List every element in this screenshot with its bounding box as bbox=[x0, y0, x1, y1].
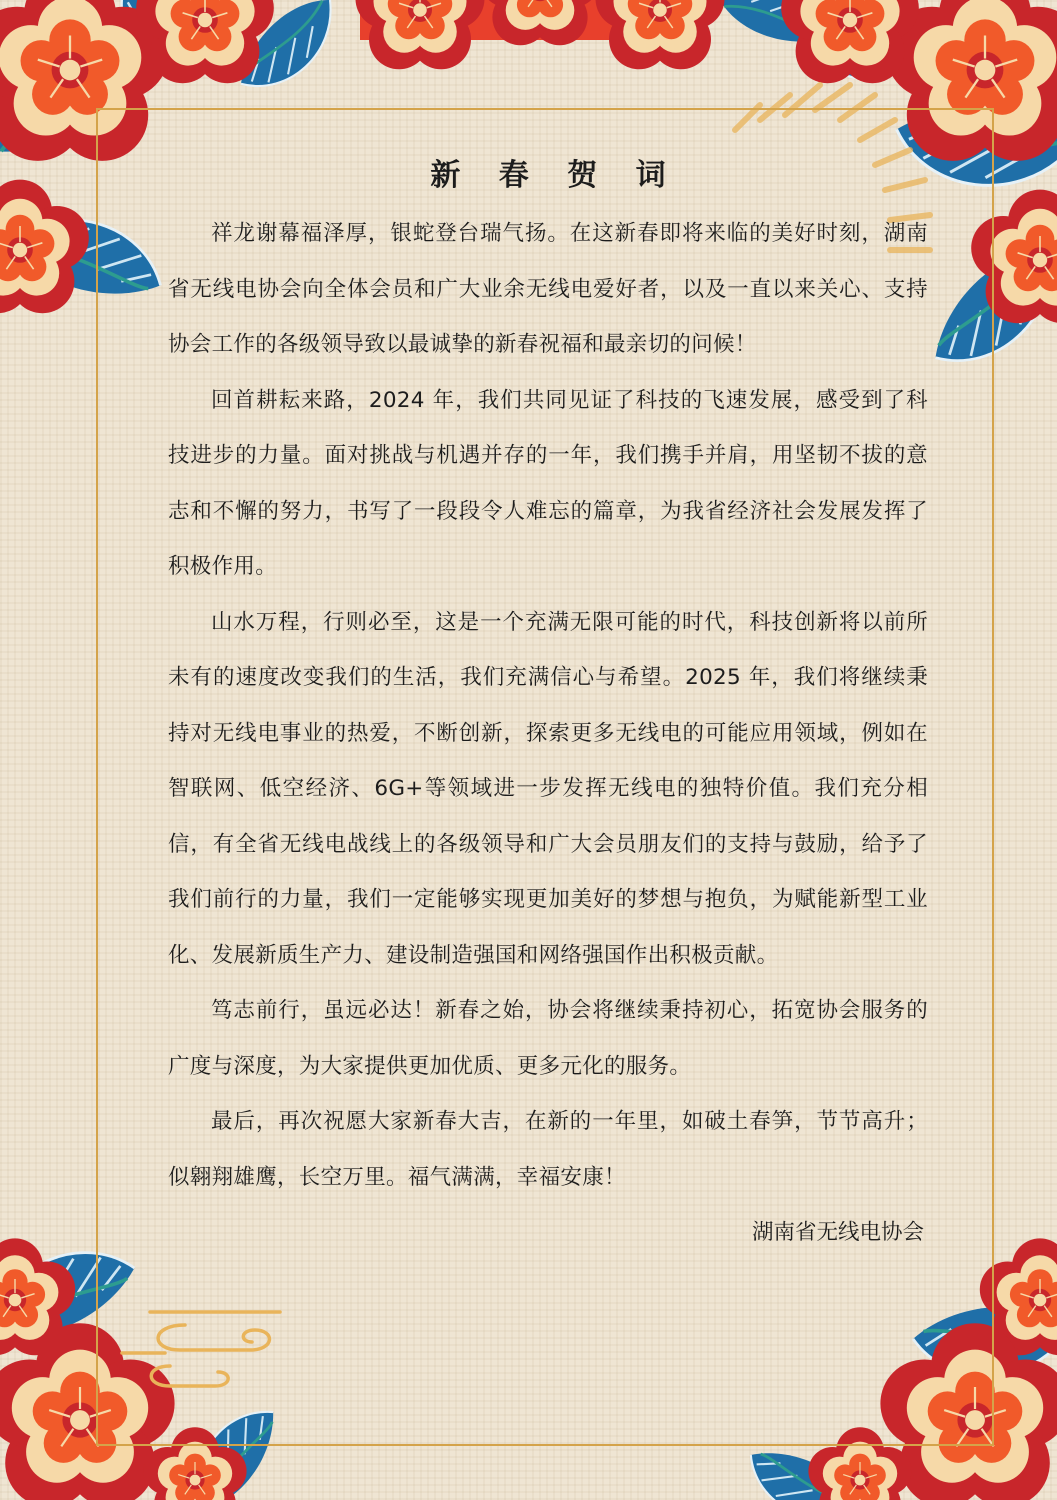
paragraph-3: 山水万程，行则必至，这是一个充满无限可能的时代，科技创新将以前所未有的速度改变我们的生活，我们充满信心与希望。2025 年，我们将继续秉持对无线电事业的热爱，不断创新，探索更多无线电的可能应用领域，例如在智联网、低空经济、6G+等领域进一步发挥无线电的独特价值。我们充分相信，有全省无线电战线上的各级领导和广大会员朋友们的支持与鼓励，给予了我们前行的力量，我们一定能够实现更加美好的梦想与抱负，为赋能新型工业化、发展新质生产力、建设制造强国和网络强国作出积极贡献。 bbox=[168, 609, 928, 968]
paragraph-4: 笃志前行，虽远必达！新春之始，协会将继续秉持初心，拓宽协会服务的广度与深度，为大家提供更加优质、更多元化的服务。 bbox=[168, 998, 928, 1079]
paragraph-2: 回首耕耘来路，2024 年，我们共同见证了科技的飞速发展，感受到了科技进步的力量。面对挑战与机遇并存的一年，我们携手并肩，用坚韧不拔的意志和不懈的努力，书写了一段段令人难忘的篇章，为我省经济社会发展发挥了积极作用。 bbox=[168, 387, 928, 579]
letter-title: 新 春 贺 词 bbox=[430, 158, 680, 193]
top-center-flowers bbox=[356, 0, 725, 69]
greeting-letter bbox=[168, 148, 928, 1261]
paragraph-1: 祥龙谢幕福泽厚，银蛇登台瑞气扬。在这新春即将来临的美好时刻，湖南省无线电协会向全体会员和广大业余无线电爱好者，以及一直以来关心、支持协会工作的各级领导致以最诚挚的新春祝福和最亲切的问候！ bbox=[168, 221, 928, 357]
signature: 湖南省无线电协会 bbox=[751, 1220, 924, 1245]
paragraph-5: 最后，再次祝愿大家新春大吉，在新的一年里，如破土春笋，节节高升；似翱翔雄鹰，长空万里。福气满满，幸福安康！ bbox=[168, 1109, 928, 1190]
